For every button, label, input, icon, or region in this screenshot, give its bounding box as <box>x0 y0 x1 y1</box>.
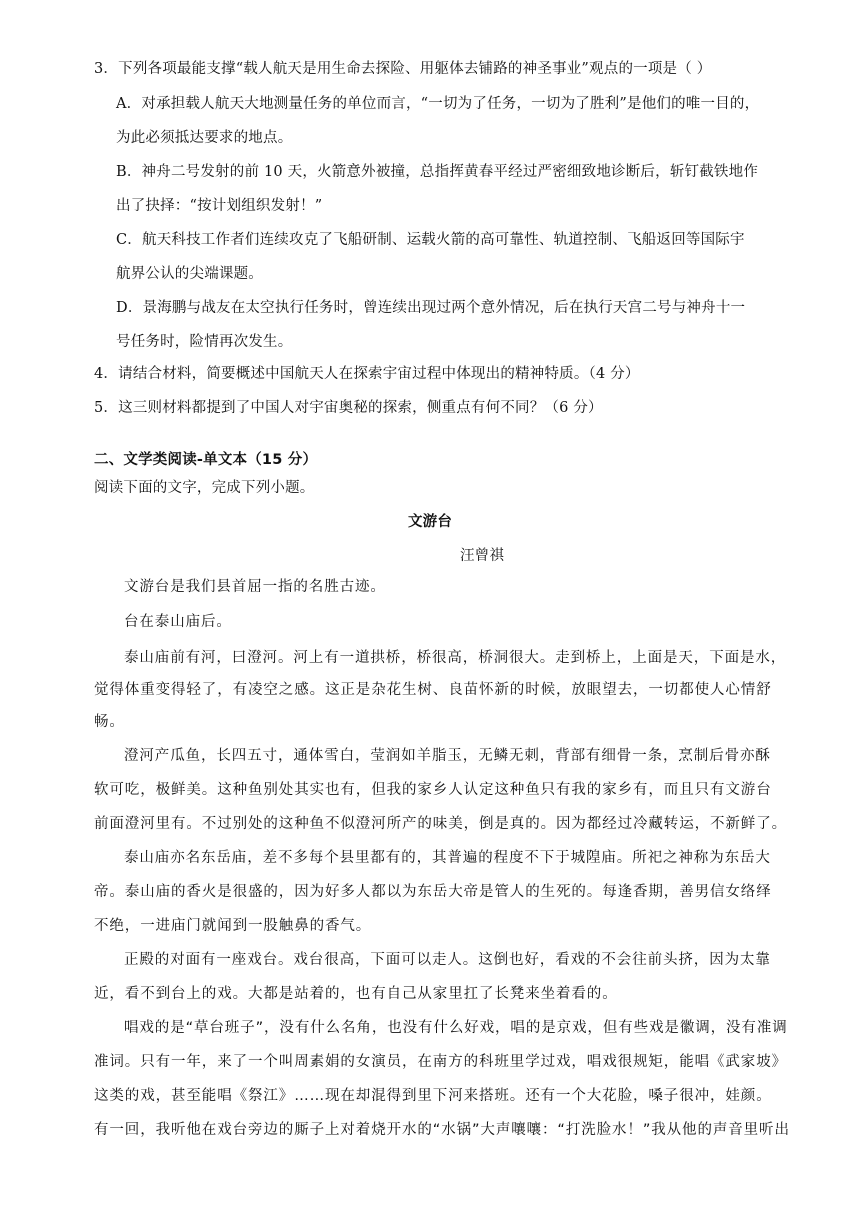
question-3-option-d: D．景海鹏与战友在太空执行任务时，曾连续出现过两个意外情况，后在执行天宫二号与神舟十一 <box>116 300 746 316</box>
article-line: 觉得体重变得轻了，有凌空之感。这正是杂花生树、良苗怀新的时候，放眼望去，一切都使人心情舒 <box>94 682 772 698</box>
question-3-option-c: C．航天科技工作者们连续攻克了飞船研制、运载火箭的高可靠性、轨道控制、飞船返回等国际宇 <box>116 232 745 248</box>
article-line: 文游台是我们县首屈一指的名胜古迹。 <box>124 579 386 595</box>
article-line: 不绝，一进庙门就闻到一股触鼻的香气。 <box>94 918 372 934</box>
article-line: 台在泰山庙后。 <box>124 614 232 630</box>
question-4: 4．请结合材料，简要概述中国航天人在探索宇宙过程中体现出的精神特质。（4 分） <box>94 366 640 382</box>
question-3-option-b: B．神舟二号发射的前 10 天，火箭意外被撞，总指挥黄春平经过严密细致地诊断后，斩钉截铁地作 <box>116 164 759 180</box>
article-line: 软可吃，极鲜美。这种鱼别处其实也有，但我的家乡人认定这种鱼只有我的家乡有，而且只有文游台 <box>94 782 772 798</box>
question-3-stem: 3．下列各项最能支撑“载人航天是用生命去探险、用躯体去铺路的神圣事业”观点的一项是（ ） <box>94 61 712 77</box>
question-3-option-a-cont: 为此必须抵达要求的地点。 <box>116 130 293 146</box>
question-3-option-d-cont: 号任务时，险情再次发生。 <box>116 334 293 350</box>
section-heading: 二、文学类阅读-单文本（15 分） <box>94 452 318 468</box>
section-instruction: 阅读下面的文字，完成下列小题。 <box>94 480 315 496</box>
article-line: 正殿的对面有一座戏台。戏台很高，下面可以走人。这倒也好，看戏的不会往前头挤，因为太靠 <box>124 952 771 968</box>
article-line: 前面澄河里有。不过别处的这种鱼不似澄河所产的味美，倒是真的。因为都经过冷藏转运，不新鲜了。 <box>94 816 787 832</box>
article-line: 帝。泰山庙的香火是很盛的，因为好多人都以为东岳大帝是管人的生死的。每逢香期，善男信女络绎 <box>94 884 772 900</box>
article-line: 澄河产瓜鱼，长四五寸，通体雪白，莹润如羊脂玉，无鳞无刺，背部有细骨一条，烹制后骨亦酥 <box>124 748 771 764</box>
article-line: 泰山庙前有河，曰澄河。河上有一道拱桥，桥很高，桥洞很大。走到桥上，上面是天，下面是水， <box>124 650 787 666</box>
article-line: 畅。 <box>94 714 125 730</box>
article-line: 有一回，我听他在戏台旁边的厮子上对着烧开水的“水锅”大声嚷嚷：“打洗脸水！”我从他的声音里听出 <box>94 1122 790 1138</box>
article-line: 准词。只有一年，来了一个叫周素娟的女演员，在南方的科班里学过戏，唱戏很规矩，能唱《武家坡》 <box>94 1054 787 1070</box>
article-line: 这类的戏，甚至能唱《祭江》……现在却混得到里下河来搭班。还有一个大花脸，嗓子很冲，娃颜。 <box>94 1088 772 1104</box>
article-author: 汪曾祺 <box>459 548 505 564</box>
question-5: 5．这三则材料都提到了中国人对宇宙奥秘的探索，侧重点有何不同？（6 分） <box>94 400 603 416</box>
question-3-option-b-cont: 出了抉择：“按计划组织发射！” <box>116 198 323 214</box>
question-3-option-c-cont: 航界公认的尖端课题。 <box>116 266 263 282</box>
article-line: 泰山庙亦名东岳庙，差不多每个县里都有的，其普遍的程度不下于城隍庙。所祀之神称为东岳大 <box>124 850 771 866</box>
article-title: 文游台 <box>407 514 453 530</box>
question-3-option-a: A．对承担载人航天大地测量任务的单位而言，“一切为了任务，一切为了胜利”是他们的唯一目的， <box>116 96 760 112</box>
article-line: 唱戏的是“草台班子”，没有什么名角，也没有什么好戏，唱的是京戏，但有些戏是徽调，没有准调 <box>124 1020 788 1036</box>
article-line: 近，看不到台上的戏。大都是站着的，也有自己从家里扛了长凳来坐着看的。 <box>94 986 618 1002</box>
